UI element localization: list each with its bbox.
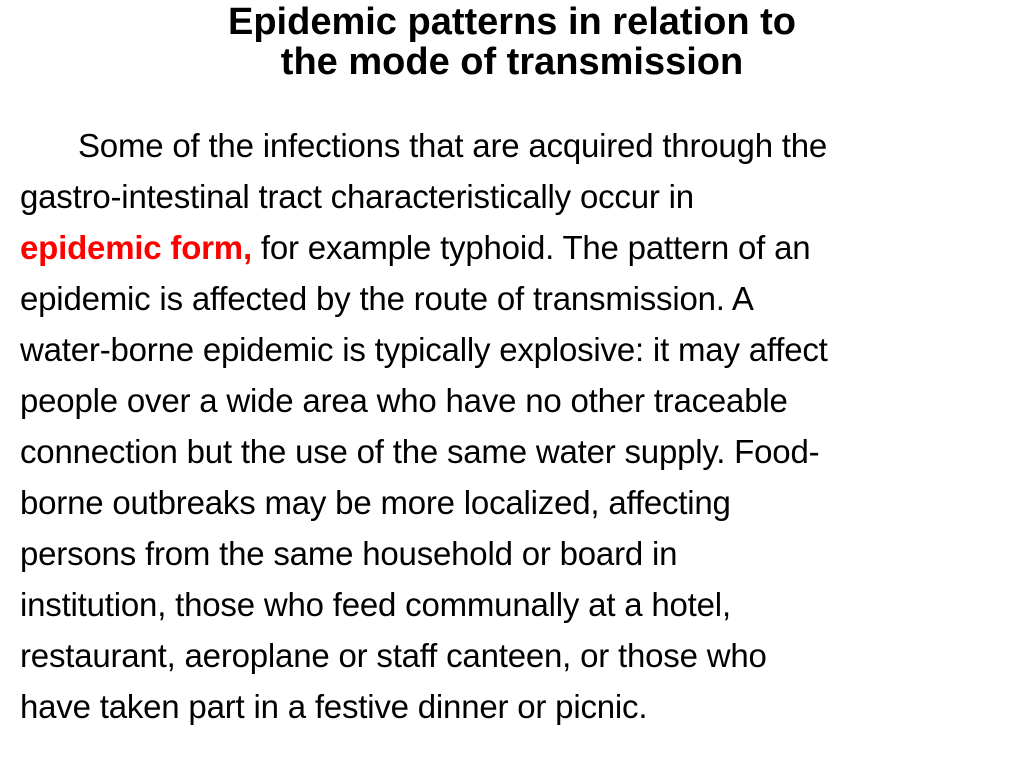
- highlighted-phrase: epidemic form,: [20, 229, 252, 266]
- body-line-4: epidemic is affected by the route of transmission. A: [20, 280, 754, 317]
- slide-body-text: [20, 120, 1010, 732]
- slide-title-line-1: Epidemic patterns in relation to: [228, 1, 796, 43]
- body-line-6: people over a wide area who have no other traceable: [20, 382, 788, 419]
- body-line-10: institution, those who feed communally at a hotel,: [20, 586, 731, 623]
- slide-title: [0, 2, 1024, 82]
- body-line-12: have taken part in a festive dinner or picnic.: [20, 688, 648, 725]
- body-line-2: gastro-intestinal tract characteristically occur in: [20, 178, 694, 215]
- body-line-3: [20, 222, 1010, 273]
- body-line-11: restaurant, aeroplane or staff canteen, or those who: [20, 637, 767, 674]
- body-line-9: persons from the same household or board in: [20, 535, 678, 572]
- body-line-8: borne outbreaks may be more localized, affecting: [20, 484, 731, 521]
- body-line-1: Some of the infections that are acquired through the: [78, 127, 828, 164]
- body-line-5: water-borne epidemic is typically explosive: it may affect: [20, 331, 828, 368]
- slide-title-line-2: the mode of transmission: [280, 41, 744, 83]
- body-line-7: connection but the use of the same water supply. Food-: [20, 433, 820, 470]
- body-line-3-rest: for example typhoid. The pattern of an: [251, 229, 811, 266]
